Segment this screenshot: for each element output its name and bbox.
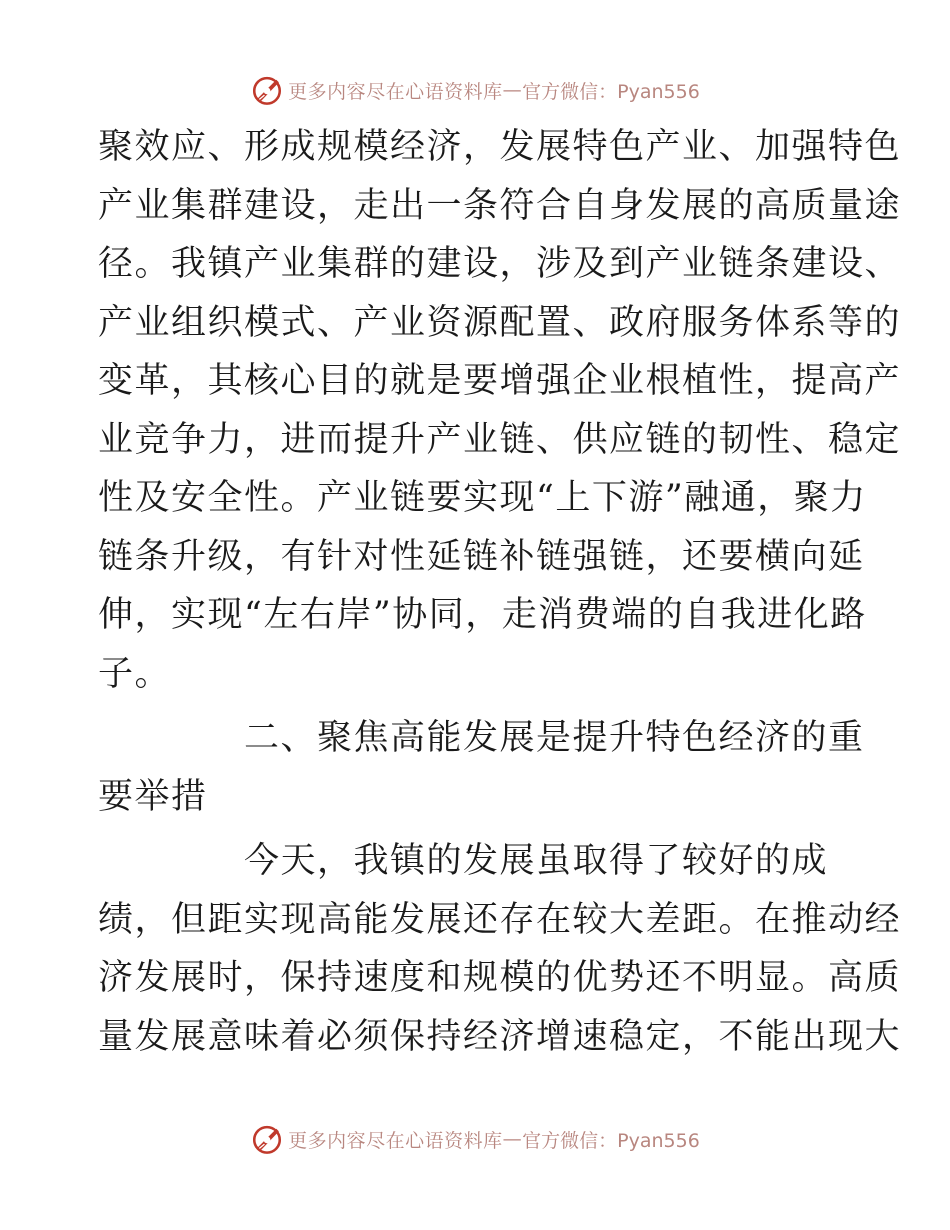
header-site-text: 更多内容尽在心语资料库 bbox=[288, 80, 503, 103]
footer-separator: — bbox=[502, 1128, 523, 1150]
body-line: 业竞争力，进而提升产业链、供应链的韧性、稳定 bbox=[98, 419, 902, 460]
body-line: 绩，但距实现高能发展还存在较大差距。在推动经 bbox=[98, 899, 902, 940]
body-line: 伸，实现“左右岸”协同，走消费端的自我进化路 bbox=[98, 595, 867, 635]
header-banner bbox=[0, 68, 950, 112]
document-body bbox=[98, 118, 902, 1066]
header-separator: — bbox=[502, 79, 523, 101]
section-heading-line: 二、聚焦高能发展是提升特色经济的重 bbox=[244, 718, 865, 758]
quill-pen-logo-icon bbox=[250, 73, 284, 107]
body-line: 链条升级，有针对性延链补链强链，还要横向延 bbox=[98, 536, 865, 577]
body-line: 产业组织模式、产业资源配置、政府服务体系等的 bbox=[98, 302, 902, 343]
body-line: 子。 bbox=[98, 653, 172, 694]
body-line: 径。我镇产业集群的建设，涉及到产业链条建设、 bbox=[98, 244, 902, 284]
body-line: 聚效应、形成规模经济，发展特色产业、加强特色 bbox=[98, 127, 902, 167]
paragraph-first-line: 今天，我镇的发展虽取得了较好的成 bbox=[244, 841, 829, 881]
body-line: 量发展意味着必须保持经济增速稳定，不能出现大 bbox=[98, 1016, 902, 1057]
body-line: 产业集群建设，走出一条符合自身发展的高质量途 bbox=[98, 185, 902, 226]
quill-pen-logo-icon bbox=[250, 1122, 284, 1156]
body-line: 性及安全性。产业链要实现“上下游”融通，聚力 bbox=[98, 478, 867, 518]
section-heading-line: 要举措 bbox=[98, 776, 208, 817]
header-wechat-text: 官方微信：Pyan556 bbox=[522, 80, 700, 103]
footer-wechat-text: 官方微信：Pyan556 bbox=[522, 1129, 700, 1152]
footer-banner bbox=[0, 1117, 950, 1161]
body-line: 济发展时，保持速度和规模的优势还不明显。高质 bbox=[98, 958, 902, 998]
footer-site-text: 更多内容尽在心语资料库 bbox=[288, 1129, 503, 1152]
body-line: 变革，其核心目的就是要增强企业根植性，提高产 bbox=[98, 361, 902, 401]
